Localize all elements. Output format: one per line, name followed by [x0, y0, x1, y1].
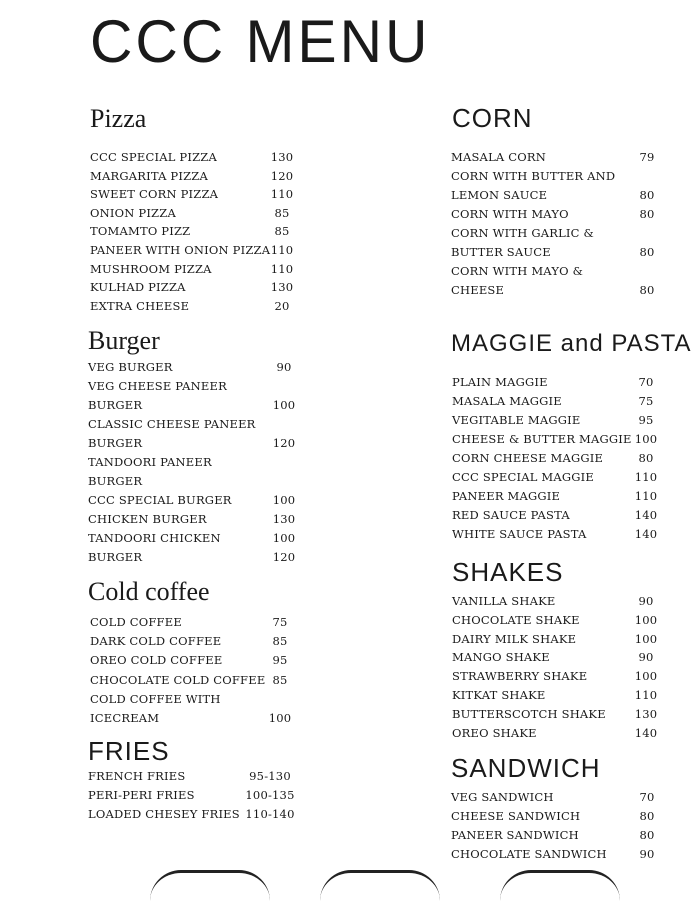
menu-item-price: 80 — [638, 451, 654, 465]
section-title-maggie-pasta: MAGGIE and PASTA — [451, 330, 692, 357]
menu-item-name: LOADED CHESEY FRIES — [88, 807, 240, 821]
menu-item — [88, 511, 324, 527]
menu-item — [90, 261, 322, 277]
menu-item-name: CHOCOLATE SANDWICH — [451, 847, 607, 861]
menu-item-name: WHITE SAUCE PASTA — [452, 527, 587, 541]
menu-item-price: 110 — [270, 261, 294, 276]
menu-item — [452, 687, 686, 703]
menu-item — [88, 806, 310, 822]
menu-item-price: 110 — [270, 187, 294, 202]
menu-item — [90, 242, 322, 258]
menu-item — [451, 244, 687, 260]
menu-item-price: 79 — [639, 150, 655, 164]
menu-item — [90, 672, 320, 688]
menu-item-name: CCC SPECIAL BURGER — [88, 493, 232, 507]
menu-item-name: VEG BURGER — [88, 360, 173, 374]
menu-item-price: 100 — [272, 493, 296, 507]
menu-item-price: 110 — [634, 470, 658, 484]
menu-item-name: DAIRY MILK SHAKE — [452, 631, 577, 646]
menu-item — [90, 168, 322, 184]
menu-item-name: RED SAUCE PASTA — [452, 508, 570, 522]
menu-item — [452, 507, 686, 523]
menu-item-name: BUTTERSCOTCH SHAKE — [452, 706, 606, 721]
menu-item-price: 100 — [634, 669, 658, 684]
menu-item-name: CHOCOLATE SHAKE — [452, 612, 580, 627]
menu-item-price: 110-140 — [245, 807, 295, 821]
menu-item-price: 85 — [272, 634, 288, 649]
menu-item-name: VEG CHEESE PANEER — [88, 379, 227, 393]
menu-item — [88, 473, 324, 489]
menu-item — [452, 631, 686, 647]
menu-item — [88, 435, 324, 451]
menu-item-price: 80 — [639, 809, 655, 823]
menu-item — [451, 187, 687, 203]
menu-item-name: LEMON SAUCE — [451, 188, 548, 202]
menu-item — [452, 393, 686, 409]
menu-item — [452, 412, 686, 428]
menu-item-name: TANDOORI PANEER — [88, 455, 212, 469]
menu-item-name: ONION PIZZA — [90, 205, 176, 220]
menu-item — [90, 710, 320, 726]
menu-item — [452, 612, 686, 628]
menu-item — [90, 652, 320, 668]
menu-item-name: CCC SPECIAL MAGGIE — [452, 470, 594, 484]
decorative-arc — [500, 870, 620, 901]
menu-item-price: 80 — [639, 828, 655, 842]
menu-item — [451, 149, 687, 165]
menu-item — [88, 397, 324, 413]
menu-item-name: VEG SANDWICH — [451, 790, 554, 804]
menu-item-price: 120 — [270, 168, 294, 183]
menu-item — [451, 789, 687, 805]
menu-item-name: CHEESE & BUTTER MAGGIE — [452, 432, 632, 446]
menu-item — [90, 633, 320, 649]
menu-item-price: 140 — [634, 508, 658, 522]
menu-item — [88, 454, 324, 470]
menu-item-price: 90 — [276, 360, 292, 374]
menu-item — [90, 205, 322, 221]
menu-item-price: 75 — [638, 394, 654, 408]
menu-item-price: 75 — [272, 615, 288, 629]
menu-item-price: 130 — [272, 512, 296, 526]
menu-item-name: MASALA CORN — [451, 150, 547, 164]
menu-item — [88, 549, 324, 565]
menu-item-name: CHEESE SANDWICH — [451, 809, 581, 823]
menu-item — [452, 526, 686, 542]
menu-item-name: PLAIN MAGGIE — [452, 375, 548, 389]
menu-item-name: BURGER — [88, 550, 143, 564]
page-title: CCC MENU — [90, 8, 431, 75]
menu-item-name: VEGITABLE MAGGIE — [452, 413, 581, 427]
menu-item — [452, 469, 686, 485]
menu-item-price: 110 — [270, 243, 294, 257]
menu-item — [451, 808, 687, 824]
menu-item-price: 80 — [639, 245, 655, 259]
menu-item-name: CORN WITH MAYO & — [451, 264, 584, 278]
menu-item-name: BURGER — [88, 398, 143, 412]
menu-item-price: 100 — [272, 398, 296, 412]
menu-item-name: CORN WITH MAYO — [451, 207, 569, 221]
menu-item-name: CHEESE — [451, 283, 505, 297]
menu-item — [90, 614, 320, 630]
menu-item — [451, 168, 687, 184]
menu-item — [451, 827, 687, 843]
menu-item-price: 100 — [272, 531, 296, 545]
menu-item-price: 100-135 — [245, 788, 295, 802]
menu-item-price: 95 — [638, 413, 654, 427]
menu-item-name: TOMAMTO PIZZ — [90, 224, 191, 239]
menu-item — [451, 846, 687, 862]
menu-item-name: EXTRA CHEESE — [90, 298, 190, 313]
menu-item-price: 140 — [634, 527, 658, 541]
menu-item-price: 85 — [274, 224, 290, 239]
menu-item-price: 80 — [639, 207, 655, 221]
menu-item — [451, 225, 687, 241]
menu-item-price: 120 — [272, 436, 296, 450]
menu-item-price: 95 — [272, 653, 288, 668]
menu-item — [452, 706, 686, 722]
menu-item-name: STRAWBERRY SHAKE — [452, 669, 588, 684]
menu-item-name: TANDOORI CHICKEN — [88, 531, 221, 545]
menu-item-price: 70 — [638, 375, 654, 389]
menu-item-name: CLASSIC CHEESE PANEER — [88, 417, 256, 431]
section-title-corn: CORN — [452, 103, 533, 133]
menu-item — [452, 649, 686, 665]
section-title-cold-coffee: Cold coffee — [88, 577, 210, 606]
section-title-sandwich: SANDWICH — [451, 753, 601, 783]
section-title-fries: FRIES — [88, 736, 170, 766]
menu-item — [88, 359, 324, 375]
menu-item-name: CORN WITH GARLIC & — [451, 226, 594, 240]
menu-item — [90, 186, 322, 202]
menu-item-price: 140 — [634, 725, 658, 740]
menu-item — [451, 206, 687, 222]
menu-item-price: 90 — [638, 594, 654, 608]
menu-item — [88, 768, 310, 784]
menu-item-name: PANEER SANDWICH — [451, 828, 579, 842]
menu-item-name: MANGO SHAKE — [452, 650, 550, 665]
menu-item-price: 80 — [639, 188, 655, 202]
menu-item-price: 95-130 — [249, 769, 291, 783]
menu-item-name: PANEER MAGGIE — [452, 489, 561, 503]
section-title-pizza: Pizza — [90, 104, 147, 133]
menu-item-price: 100 — [268, 711, 292, 725]
menu-item — [90, 298, 322, 314]
menu-item-name: OREO COLD COFFEE — [90, 653, 223, 668]
menu-item — [90, 279, 322, 295]
menu-item-name: FRENCH FRIES — [88, 769, 186, 783]
menu-item-price: 90 — [638, 650, 654, 665]
menu-item — [88, 530, 324, 546]
menu-item — [88, 492, 324, 508]
menu-item-price: 110 — [634, 489, 658, 503]
menu-item-name: CHOCOLATE COLD COFFEE — [90, 672, 266, 687]
menu-item-name: OREO SHAKE — [452, 725, 537, 740]
menu-item-price: 130 — [634, 706, 658, 721]
menu-item-name: BUTTER SAUCE — [451, 245, 551, 259]
menu-item — [90, 149, 322, 165]
menu-item-name: PANEER WITH ONION PIZZA — [90, 243, 271, 257]
menu-item — [90, 691, 320, 707]
menu-item-name: SWEET CORN PIZZA — [90, 187, 219, 202]
menu-item-price: 90 — [639, 847, 655, 861]
menu-item — [88, 416, 324, 432]
menu-item-name: MUSHROOM PIZZA — [90, 261, 212, 276]
menu-item — [88, 787, 310, 803]
menu-item-name: VANILLA SHAKE — [452, 594, 556, 608]
menu-item-name: MARGARITA PIZZA — [90, 168, 208, 183]
menu-item-price: 85 — [274, 205, 290, 220]
menu-item — [452, 374, 686, 390]
menu-item — [90, 223, 322, 239]
menu-item-name: COLD COFFEE WITH — [90, 691, 221, 706]
menu-item-price: 85 — [272, 672, 288, 687]
menu-item-price: 80 — [639, 283, 655, 297]
menu-item-price: 130 — [270, 280, 294, 295]
menu-item — [451, 282, 687, 298]
menu-item — [452, 668, 686, 684]
menu-item-name: MASALA MAGGIE — [452, 394, 562, 408]
section-title-burger: Burger — [88, 326, 160, 355]
menu-item-name: COLD COFFEE — [90, 615, 182, 629]
menu-item — [452, 488, 686, 504]
menu-item — [452, 593, 686, 609]
menu-item-name: BURGER — [88, 474, 143, 488]
menu-item-name: ICECREAM — [90, 711, 160, 725]
menu-item-price: 100 — [634, 432, 658, 446]
menu-item-name: CORN CHEESE MAGGIE — [452, 451, 604, 465]
menu-item — [452, 450, 686, 466]
menu-item-price: 100 — [634, 631, 658, 646]
menu-item-price: 20 — [274, 298, 290, 313]
section-title-shakes: SHAKES — [452, 557, 564, 587]
menu-item — [452, 725, 686, 741]
menu-item-name: BURGER — [88, 436, 143, 450]
menu-item — [452, 431, 686, 447]
menu-item-name: CHICKEN BURGER — [88, 512, 207, 526]
menu-item-price: 130 — [270, 150, 294, 164]
menu-item-name: CCC SPECIAL PIZZA — [90, 150, 217, 164]
menu-item-price: 100 — [634, 612, 658, 627]
menu-item — [451, 263, 687, 279]
decorative-arc — [320, 870, 440, 901]
menu-item-name: DARK COLD COFFEE — [90, 634, 222, 649]
menu-item-price: 120 — [272, 550, 296, 564]
menu-item-name: PERI-PERI FRIES — [88, 788, 195, 802]
menu-item — [88, 378, 324, 394]
menu-item-price: 110 — [634, 688, 658, 702]
menu-item-price: 70 — [639, 790, 655, 804]
menu-item-name: KULHAD PIZZA — [90, 280, 186, 295]
menu-item-name: KITKAT SHAKE — [452, 688, 546, 702]
decorative-arc — [150, 870, 270, 901]
menu-item-name: CORN WITH BUTTER AND — [451, 169, 616, 183]
